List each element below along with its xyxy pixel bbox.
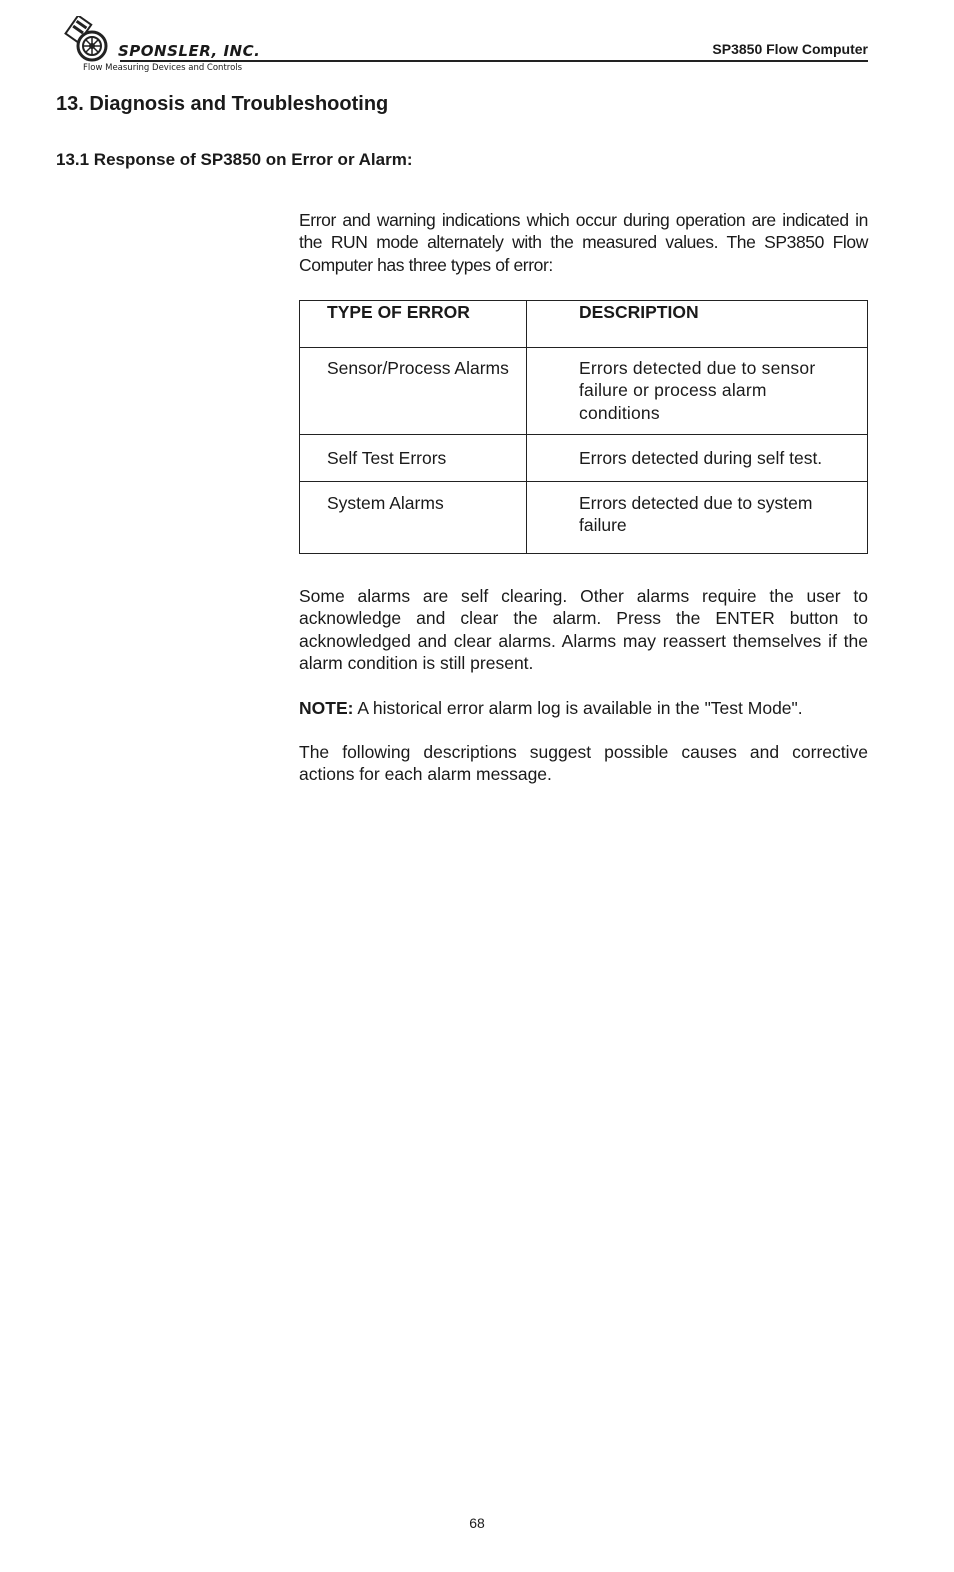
section-title: 13. Diagnosis and Troubleshooting	[56, 93, 389, 115]
page-number: 68	[469, 1515, 485, 1531]
error-type-cell: Self Test Errors	[300, 435, 527, 482]
header-divider	[120, 60, 868, 62]
error-types-table	[299, 300, 868, 554]
company-logo	[56, 16, 276, 76]
document-title: SP3850 Flow Computer	[712, 41, 868, 57]
note-label: NOTE:	[299, 698, 354, 718]
table-row	[300, 348, 868, 435]
subsection-title: 13.1 Response of SP3850 on Error or Alarm:	[56, 150, 413, 169]
table-row	[300, 482, 868, 554]
note-paragraph	[299, 697, 868, 719]
error-description-cell: Errors detected due to system failure	[527, 482, 868, 554]
company-name: SPONSLER, INC.	[118, 42, 261, 60]
error-description-cell: Errors detected during self test.	[527, 435, 868, 482]
error-type-cell: Sensor/Process Alarms	[300, 348, 527, 435]
error-description-cell: Errors detected due to sensor failure or process alarm conditions	[527, 348, 868, 435]
company-tagline: Flow Measuring Devices and Controls	[83, 63, 243, 73]
column-header-type: TYPE OF ERROR	[300, 301, 527, 348]
flowmeter-logo-icon	[56, 16, 126, 66]
intro-paragraph: Error and warning indications which occur during operation are indicated in the RUN mode alternately with the measured values. The SP3850 Flow Computer has three types of error:	[299, 210, 868, 275]
following-paragraph: The following descriptions suggest possible causes and corrective actions for each alarm message.	[299, 742, 868, 785]
table-header-row	[300, 301, 868, 348]
error-type-cell: System Alarms	[300, 482, 527, 554]
note-text: A historical error alarm log is available in the "Test Mode".	[353, 698, 803, 718]
column-header-description: DESCRIPTION	[527, 301, 868, 348]
table-row	[300, 435, 868, 482]
alarms-paragraph: Some alarms are self clearing. Other alarms require the user to acknowledge and clear the alarm. Press the ENTER button to acknowledged and clear alarms. Alarms may reassert themselves if the alarm condition is still present.	[299, 586, 868, 673]
